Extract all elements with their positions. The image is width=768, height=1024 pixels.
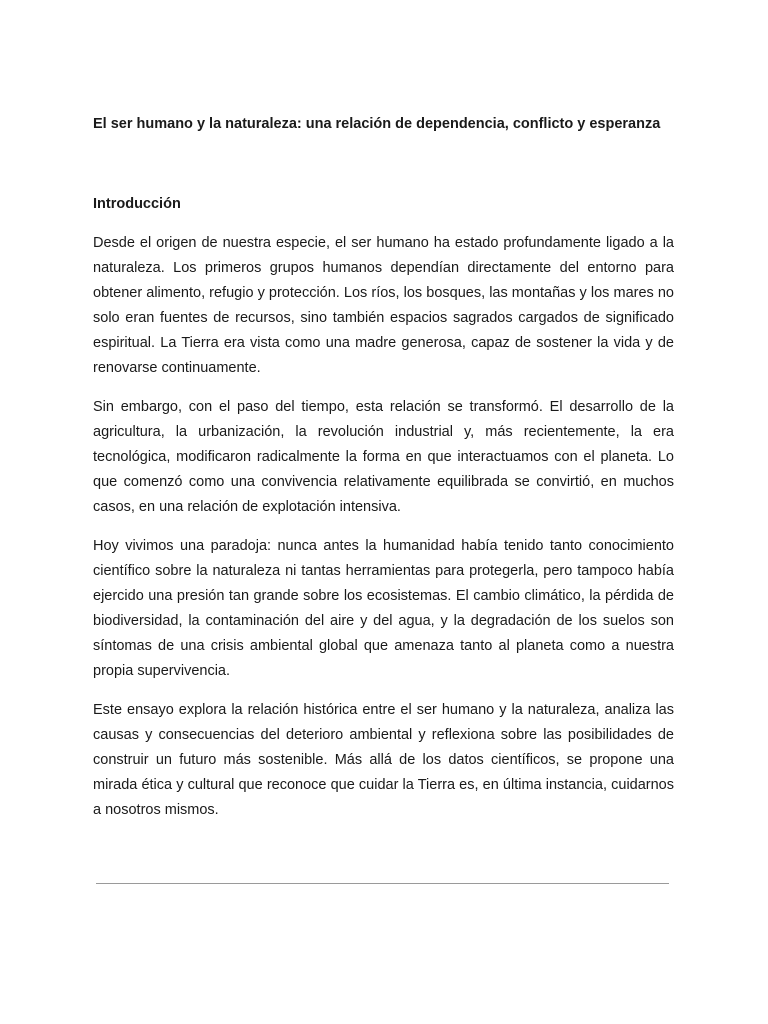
document-title: El ser humano y la naturaleza: una relación de dependencia, conflicto y esperanza xyxy=(93,116,661,132)
section-divider xyxy=(96,883,669,884)
document-page xyxy=(93,112,674,837)
section-heading-introduccion: Introducción xyxy=(93,196,181,212)
paragraph-2: Sin embargo, con el paso del tiempo, esta relación se transformó. El desarrollo de la agricultura, la urbanización, la revolución industrial y, más recientemente, la era tecnológica, modificaron radicalmente la forma en que interactuamos con el planeta. Lo que comenzó como una convivencia relativamente equilibrada se convirtió, en muchos casos, en una relación de explotación intensiva. xyxy=(93,399,674,515)
paragraph-1: Desde el origen de nuestra especie, el ser humano ha estado profundamente ligado a la naturaleza. Los primeros grupos humanos dependían directamente del entorno para obtener alimento, refugio y protección. Los ríos, los bosques, las montañas y los mares no solo eran fuentes de recursos, sino también espacios sagrados cargados de significado espiritual. La Tierra era vista como una madre generosa, capaz de sostener la vida y de renovarse continuamente. xyxy=(93,235,674,376)
paragraph-4: Este ensayo explora la relación histórica entre el ser humano y la naturaleza, analiza las causas y consecuencias del deterioro ambiental y reflexiona sobre las posibilidades de construir un futuro más sostenible. Más allá de los datos científicos, se propone una mirada ética y cultural que reconoce que cuidar la Tierra es, en última instancia, cuidarnos a nosotros mismos. xyxy=(93,702,674,818)
paragraph-3: Hoy vivimos una paradoja: nunca antes la humanidad había tenido tanto conocimiento científico sobre la naturaleza ni tantas herramientas para protegerla, pero tampoco había ejercido una presión tan grande sobre los ecosistemas. El cambio climático, la pérdida de biodiversidad, la contaminación del aire y del agua, y la degradación de los suelos son síntomas de una crisis ambiental global que amenaza tanto al planeta como a nuestra propia supervivencia. xyxy=(93,538,674,679)
